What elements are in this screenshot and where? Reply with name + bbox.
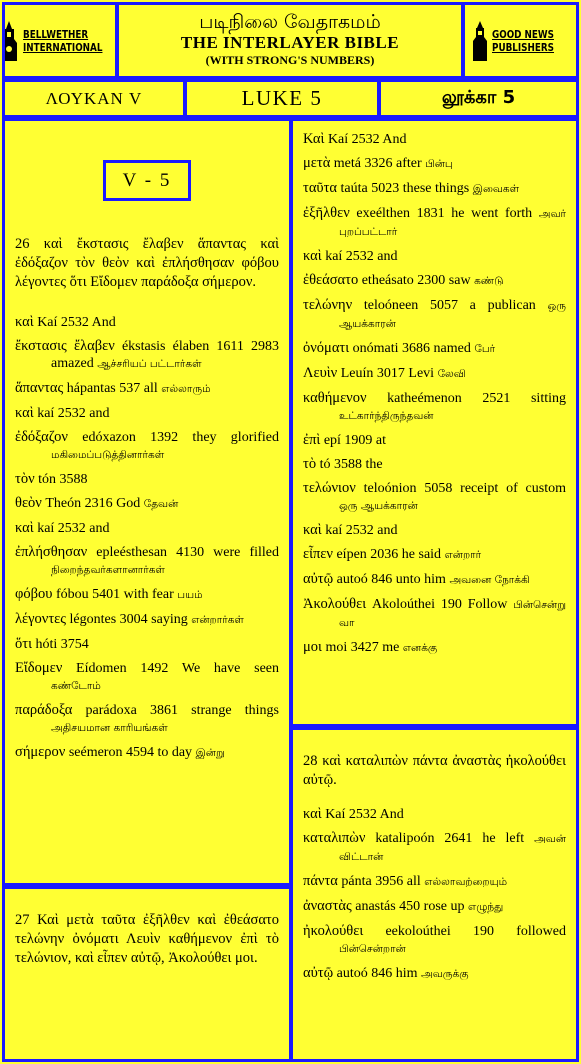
greek-word: ὀνόματι [303,340,350,356]
word-entry [15,702,279,737]
tamil-meaning: தேவன் [143,498,179,510]
transliteration-strong-english: fóbou 5401 with fear [55,587,174,602]
left-column-verse26 [2,118,292,886]
word-entry [15,338,279,373]
word-entry [15,380,279,398]
transliteration-strong-english: Kaí 2532 And [327,132,407,147]
greek-word: ἐθεάσατο [303,272,359,288]
word-entry [303,205,566,241]
word-entry [303,365,566,383]
book-header-tamil: லூக்கா 5 [378,79,579,118]
transliteration-strong-english: légontes 3004 saying [69,612,188,627]
greek-word: καὶ [303,806,322,822]
transliteration-strong-english: eípen 2036 he said [336,547,442,562]
greek-word: ἔκστασις ἔλαβεν [15,338,115,354]
transliteration-strong-english: epleésthesan 4130 were filled [96,545,279,560]
greek-word: ἠκολούθει [303,923,364,939]
verse-26-text: 26 καὶ ἔκστασις ἔλαβεν ἅπαντας καὶ ἐδόξαζον τὸν θεὸν καὶ ἐπλήσθησαν φόβου λέγοντες ὅτι Εἴδομεν παράδοξα σήμερον. [15,236,279,290]
word-entry [303,806,566,823]
tamil-meaning: ஒரு ஆயக்காரன் [339,500,418,512]
tamil-meaning: அவர் புறப்பட்டார் [339,208,567,238]
title-subtitle: (WITH STRONG'S NUMBERS) [205,53,375,67]
transliteration-strong-english: eekoloúthei 190 followed [385,924,566,939]
tamil-meaning: பின்பு [425,158,453,170]
tower-icon [471,19,489,63]
title-tamil: படிநிலை வேதாகமம் [199,11,381,33]
word-entry [15,520,279,537]
tamil-meaning: அவனை நோக்கி [449,574,530,586]
logo-line-2: PUBLISHERS [492,40,555,54]
word-entry [303,456,566,473]
transliteration-strong-english: kaí 2532 and [325,523,398,538]
transliteration-strong-english: taúta 5023 these things [340,181,470,196]
transliteration-strong-english: etheásato 2300 saw [361,273,471,288]
greek-word: καὶ [15,405,34,421]
book-header-greek: ΛΟΥΚΑΝ V [2,79,186,118]
transliteration-strong-english: tó 3588 the [319,457,383,472]
transliteration-strong-english: parádoxa 3861 strange things [85,703,279,718]
word-entry [303,248,566,265]
word-entry [15,429,279,464]
greek-word: πάντα [303,873,338,889]
word-entry [303,596,566,632]
transliteration-strong-english: tón 3588 [38,472,88,487]
greek-word: Καὶ [303,131,325,147]
verse-label: V - 5 [103,160,191,201]
tamil-meaning: என்றார் [444,549,482,561]
transliteration-strong-english: seémeron 4594 to day [68,745,193,760]
word-entry [303,898,566,916]
book-header-english: LUKE 5 [184,79,380,118]
greek-word: παράδοξα [15,702,73,718]
tamil-meaning: இன்று [195,747,225,759]
word-entry [303,830,566,866]
greek-word: λέγοντες [15,611,66,627]
transliteration-strong-english: Akoloúthei 190 Follow [371,597,508,612]
tamil-meaning: எல்லாரும் [161,383,211,395]
word-entry [303,571,566,589]
tamil-meaning: பின்சென்று வா [339,599,566,629]
word-entry [15,471,279,488]
greek-word: εἶπεν [303,546,333,562]
transliteration-strong-english: Kaí 2532 And [37,315,116,330]
greek-word: καὶ [15,520,34,536]
transliteration-strong-english: pánta 3956 all [341,874,421,889]
transliteration-strong-english: autoó 846 him [336,966,418,981]
word-entry [303,131,566,148]
transliteration-strong-english: anastás 450 rose up [355,899,465,914]
transliteration-strong-english: epí 1909 at [323,433,387,448]
transliteration-strong-english: moi 3427 me [325,640,400,655]
word-entry [15,660,279,695]
word-entry [303,297,566,333]
greek-word: αὐτῷ [303,571,334,587]
logo-line-1: BELLWETHER [22,27,88,41]
greek-word: τελώνιον [303,480,356,496]
title-block [116,2,464,79]
greek-word: Εἴδομεν [15,660,63,676]
tamil-meaning: எனக்கு [402,642,438,654]
word-entry [15,495,279,513]
transliteration-strong-english: kaí 2532 and [37,406,110,421]
transliteration-strong-english: autoó 846 unto him [336,572,446,587]
greek-word: ἐξῆλθεν [303,205,350,221]
tamil-meaning: என்றார்கள் [191,614,244,626]
tamil-meaning: எழுந்து [468,901,504,913]
greek-word: Ἀκολούθει [303,596,367,612]
greek-word: αὐτῷ [303,965,334,981]
word-entry [303,965,566,983]
transliteration-strong-english: katalipoón 2641 he left [375,831,525,846]
greek-word: θεὸν [15,495,42,511]
tamil-meaning: அவருக்கு [421,968,469,980]
good-news-logo [462,2,579,79]
logo-line-2: INTERNATIONAL [22,40,103,54]
transliteration-strong-english: kaí 2532 and [37,521,110,536]
tamil-meaning: பேர் [474,343,496,355]
word-entry [303,480,566,515]
word-entry [303,923,566,958]
right-top-word-list [303,131,566,657]
word-entry [303,272,566,290]
word-entry [303,340,566,358]
word-entry [303,873,566,891]
verse-28-text: 28 καὶ καταλιπὼν πάντα ἀναστὰς ἠκολούθει αὐτῷ. [303,753,566,788]
left-column-verse27 [2,886,292,1062]
word-entry [303,432,566,449]
transliteration-strong-english: teloónion 5058 receipt of custom [363,481,567,496]
greek-word: μετὰ [303,155,331,171]
right-bottom-word-list [303,806,566,983]
transliteration-strong-english: metá 3326 after [333,156,422,171]
transliteration-strong-english: Kaí 2532 And [325,807,404,822]
word-entry [15,405,279,422]
tamil-meaning: நிறைந்தவர்களானார்கள் [51,564,165,576]
tamil-meaning: அவன் விட்டான் [339,833,567,863]
bell-tower-icon [2,19,20,63]
word-entry [303,546,566,564]
logo-line-1: GOOD NEWS [492,27,555,41]
title-english: THE INTERLAYER BIBLE [180,33,400,52]
greek-word: τὸν [15,471,35,487]
transliteration-strong-english: teloóneen 5057 a publican [363,298,536,313]
right-column-verse27-words [290,118,579,727]
greek-word: τὸ [303,456,317,472]
greek-word: τελώνην [303,297,353,313]
bellwether-logo [2,2,118,79]
word-entry [15,744,279,762]
word-entry [15,611,279,629]
transliteration-strong-english: Leuín 3017 Levi [340,366,435,381]
greek-word: καὶ [303,522,322,538]
transliteration-strong-english: kaí 2532 and [325,249,398,264]
greek-word: ὅτι [15,636,32,652]
word-entry [303,522,566,539]
left-word-list [15,314,279,762]
tamil-meaning: ஒரு ஆயக்காரன் [339,300,566,330]
word-entry [15,636,279,653]
tamil-meaning: பயம் [177,589,203,601]
greek-word: ἅπαντας [15,380,64,396]
transliteration-strong-english: ékstasis élaben 1611 2983 amazed [51,339,279,371]
greek-word: καὶ [15,314,34,330]
verse-27-text: 27 Καὶ μετὰ ταῦτα ἐξῆλθεν καὶ ἐθεάσατο τελώνην ὀνόματι Λευὶν καθήμενον ἐπὶ τὸ τελώνιον, καὶ εἶπεν αὐτῷ, Ἀκολούθει μοι. [15,912,279,966]
greek-word: ἀναστὰς [303,898,352,914]
tamil-meaning: கண்டோம் [51,680,101,692]
transliteration-strong-english: Eídomen 1492 We have seen [76,661,279,676]
greek-word: μοι [303,639,322,655]
word-entry [15,314,279,331]
tamil-meaning: கண்டு [474,275,504,287]
word-entry [303,155,566,173]
tamil-meaning: மகிமைப்படுத்தினார்கள் [51,449,165,461]
transliteration-strong-english: hápantas 537 all [66,381,158,396]
greek-word: φόβου [15,586,53,602]
word-entry [15,544,279,579]
word-entry [303,639,566,657]
tamil-meaning: எல்லாவற்றையும் [424,876,508,888]
greek-word: σήμερον [15,744,66,760]
transliteration-strong-english: onómati 3686 named [352,341,471,356]
tamil-meaning: லேவி [437,368,466,380]
tamil-meaning: பின்சென்றான் [339,943,406,955]
greek-word: ταῦτα [303,180,338,196]
transliteration-strong-english: Theón 2316 God [45,496,141,511]
greek-word: καθήμενον [303,390,367,406]
tamil-meaning: அதிசயமான காரியங்கள் [51,722,168,734]
tamil-meaning: ஆச்சரியப் பட்டார்கள் [97,358,202,370]
transliteration-strong-english: exeélthen 1831 he went forth [356,206,533,221]
greek-word: ἐπὶ [303,432,321,448]
right-column-verse28 [290,727,579,1062]
word-entry [303,390,566,425]
greek-word: καταλιπὼν [303,830,366,846]
word-entry [303,180,566,198]
greek-word: Λευὶν [303,365,338,381]
greek-word: ἐδόξαζον [15,429,68,445]
greek-word: ἐπλήσθησαν [15,544,88,560]
greek-word: καὶ [303,248,322,264]
transliteration-strong-english: katheémenon 2521 sitting [387,391,566,406]
transliteration-strong-english: hóti 3754 [35,637,89,652]
tamil-meaning: உட்கார்ந்திருந்தவன் [339,410,434,422]
tamil-meaning: இவைகள் [472,183,520,195]
word-entry [15,586,279,604]
transliteration-strong-english: edóxazon 1392 they glorified [82,430,280,445]
